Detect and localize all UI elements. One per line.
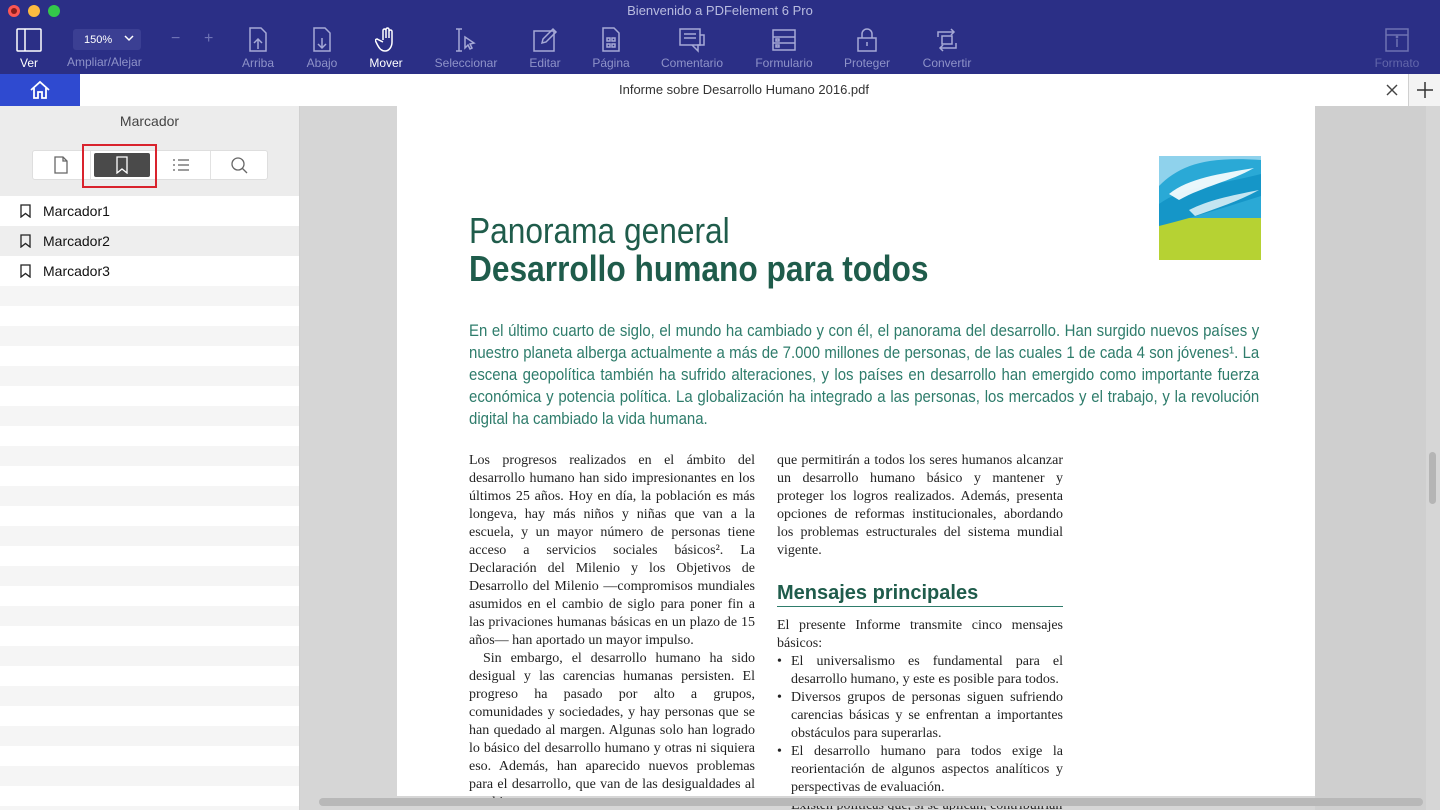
- document-tab-title: Informe sobre Desarrollo Humano 2016.pdf: [618, 82, 870, 97]
- bookmark-icon: [20, 204, 31, 218]
- bookmark-label: Marcador2: [43, 233, 110, 249]
- body-column-left: [469, 452, 755, 810]
- sidebar-title: Marcador: [0, 106, 299, 136]
- main-toolbar: [0, 0, 1440, 74]
- list-item: • El universalismo es fundamental para el desarrollo humano, y este es posible para todos.: [777, 653, 1063, 689]
- convert-icon: [934, 27, 960, 53]
- home-button[interactable]: [0, 74, 80, 106]
- tab-bar: [0, 74, 1440, 106]
- form-label: Formulario: [755, 56, 813, 70]
- page-label: Página: [592, 56, 630, 70]
- text-cursor-icon: [454, 27, 478, 53]
- paragraph: que permitirán a todos los seres humanos alcanzar un desarrollo humano básico y mantener y proteger los logros realizados. Además, presenta opciones de reformas institucionales, abordando los problemas estructurales del sistema mundial vigente.: [777, 453, 1063, 558]
- zoom-in-button[interactable]: +: [204, 30, 214, 47]
- viewport-gutter: [1315, 106, 1426, 810]
- protect-button[interactable]: [842, 26, 892, 72]
- tab-search[interactable]: [211, 151, 268, 179]
- view-button[interactable]: [12, 26, 46, 72]
- select-tool-label: Seleccionar: [434, 56, 498, 70]
- page-down-button[interactable]: [304, 26, 340, 72]
- plus-icon: [1416, 81, 1434, 99]
- horizontal-scrollbar[interactable]: [319, 798, 1423, 806]
- paragraph: Los progresos realizados en el ámbito del desarrollo humano han sido impresionantes en los últimos 25 años. Hoy en día, la población es más longeva, hay más niños y niñas que van a la escuela, y un mayor número de personas tiene acceso a servicios sociales básicos². La Declaración del Milenio y los Objetivos de Desarrollo del Milenio —compromisos mundiales asumidos en el cambio de siglo para poner fin a las privaciones humanas básicas en un plazo de 15 años— han aportado un mayor impulso.: [469, 453, 755, 648]
- bookmark-list: [0, 196, 299, 286]
- bookmark-icon: [20, 264, 31, 278]
- list-item: • Diversos grupos de personas siguen sufriendo carencias básicas y se enfrentan a importantes obstáculos para superarlas.: [777, 689, 1063, 743]
- comment-button[interactable]: [658, 26, 726, 72]
- paragraph: Sin embargo, el desarrollo humano ha sido desigual y las carencias humanas persisten. El progreso ha pasado por alto a grupos, comunidades y sociedades, y hay personas que se han quedado al margen. Algunas solo han logrado lo básico del desarrollo humano y otras ni siquiera eso. Además, han aparecido nuevos problemas para el desarrollo, que van de las desigualdades al: [469, 651, 755, 792]
- tab-thumbnails[interactable]: [33, 151, 91, 179]
- hand-tool-button[interactable]: [366, 26, 406, 72]
- tab-outline[interactable]: [153, 151, 211, 179]
- zoom-select[interactable]: [73, 29, 141, 50]
- vertical-scrollbar[interactable]: [1429, 452, 1436, 504]
- hand-tool-label: Mover: [369, 56, 403, 70]
- close-icon[interactable]: [1385, 83, 1399, 97]
- section-heading: Mensajes principales: [777, 584, 1063, 607]
- sidebar: [0, 106, 300, 810]
- convert-label: Convertir: [922, 56, 972, 70]
- format-button[interactable]: [1372, 26, 1422, 72]
- page-up-icon: [247, 27, 269, 53]
- zoom-out-button[interactable]: −: [171, 30, 181, 47]
- page-up-button[interactable]: [240, 26, 276, 72]
- bullet-list: [777, 653, 1063, 810]
- info-panel-icon: [1384, 27, 1410, 53]
- comment-label: Comentario: [660, 56, 724, 70]
- list-icon: [172, 157, 190, 173]
- sidebar-empty-area: [0, 286, 300, 810]
- chevron-down-icon: [124, 33, 134, 43]
- page-title-light: Panorama general: [469, 210, 730, 251]
- view-label: Ver: [19, 56, 38, 70]
- page-thumbnail-icon: [54, 156, 68, 174]
- document-viewport[interactable]: [301, 106, 1440, 810]
- hand-icon: [375, 27, 397, 53]
- form-icon: [771, 28, 797, 52]
- bookmark-label: Marcador1: [43, 203, 110, 219]
- sidebar-tabs: [32, 150, 268, 180]
- bookmark-icon: [115, 156, 129, 174]
- document-tab[interactable]: [80, 74, 1408, 106]
- section-intro: El presente Informe transmite cinco mensajes básicos:: [777, 618, 1063, 651]
- bookmark-label: Marcador3: [43, 263, 110, 279]
- tab-bookmarks[interactable]: [94, 153, 151, 177]
- window-title: Bienvenido a PDFelement 6 Pro: [627, 3, 813, 18]
- search-icon: [230, 156, 248, 174]
- lock-icon: [856, 27, 878, 53]
- page-up-label: Arriba: [241, 56, 274, 70]
- page-icon: [600, 27, 622, 53]
- protect-label: Proteger: [843, 56, 891, 70]
- new-tab-button[interactable]: [1408, 74, 1440, 106]
- pdf-page[interactable]: [397, 106, 1315, 796]
- list-item: • El desarrollo humano para todos exige la reorientación de algunos aspectos analíticos y perspectivas de evaluación.: [777, 743, 1063, 797]
- list-item[interactable]: [0, 256, 299, 286]
- bookmark-icon: [20, 234, 31, 248]
- format-label: Formato: [1374, 56, 1420, 70]
- edit-label: Editar: [529, 56, 561, 70]
- edit-icon: [532, 27, 558, 53]
- home-icon: [29, 80, 51, 100]
- edit-button[interactable]: [527, 26, 563, 72]
- zoom-value: 150%: [84, 33, 113, 46]
- page-button[interactable]: [591, 26, 631, 72]
- list-item[interactable]: [0, 196, 299, 226]
- page-down-label: Abajo: [306, 56, 338, 70]
- convert-button[interactable]: [919, 26, 975, 72]
- lead-paragraph: En el último cuarto de siglo, el mundo ha cambiado y con él, el panorama del desarrollo. Han surgido nuevos países y nuestro planeta alberga actualmente a más de 7.000 millones de personas, de las cuales 1 de cada 4 son jóvenes¹. La escena geopolítica también ha sufrido alteraciones, y los países en desarrollo han emergido como importante fuerza económica y potencia política. La globalización ha integrado a las personas, los mercados y el trabajo, y la revolución digital ha cambiado la vida humana.: [469, 321, 1260, 428]
- form-button[interactable]: [752, 26, 816, 72]
- view-panel-icon: [16, 28, 42, 52]
- comment-icon: [678, 27, 706, 53]
- body-column-right: [777, 452, 1063, 810]
- page-title-bold: Desarrollo humano para todos: [469, 248, 929, 289]
- report-logo-icon: [1159, 156, 1261, 260]
- zoom-label: Ampliar/Alejar: [67, 55, 142, 69]
- select-tool-button[interactable]: [432, 26, 500, 72]
- page-down-icon: [311, 27, 333, 53]
- list-item[interactable]: [0, 226, 299, 256]
- sidebar-tab-strip: [0, 136, 299, 196]
